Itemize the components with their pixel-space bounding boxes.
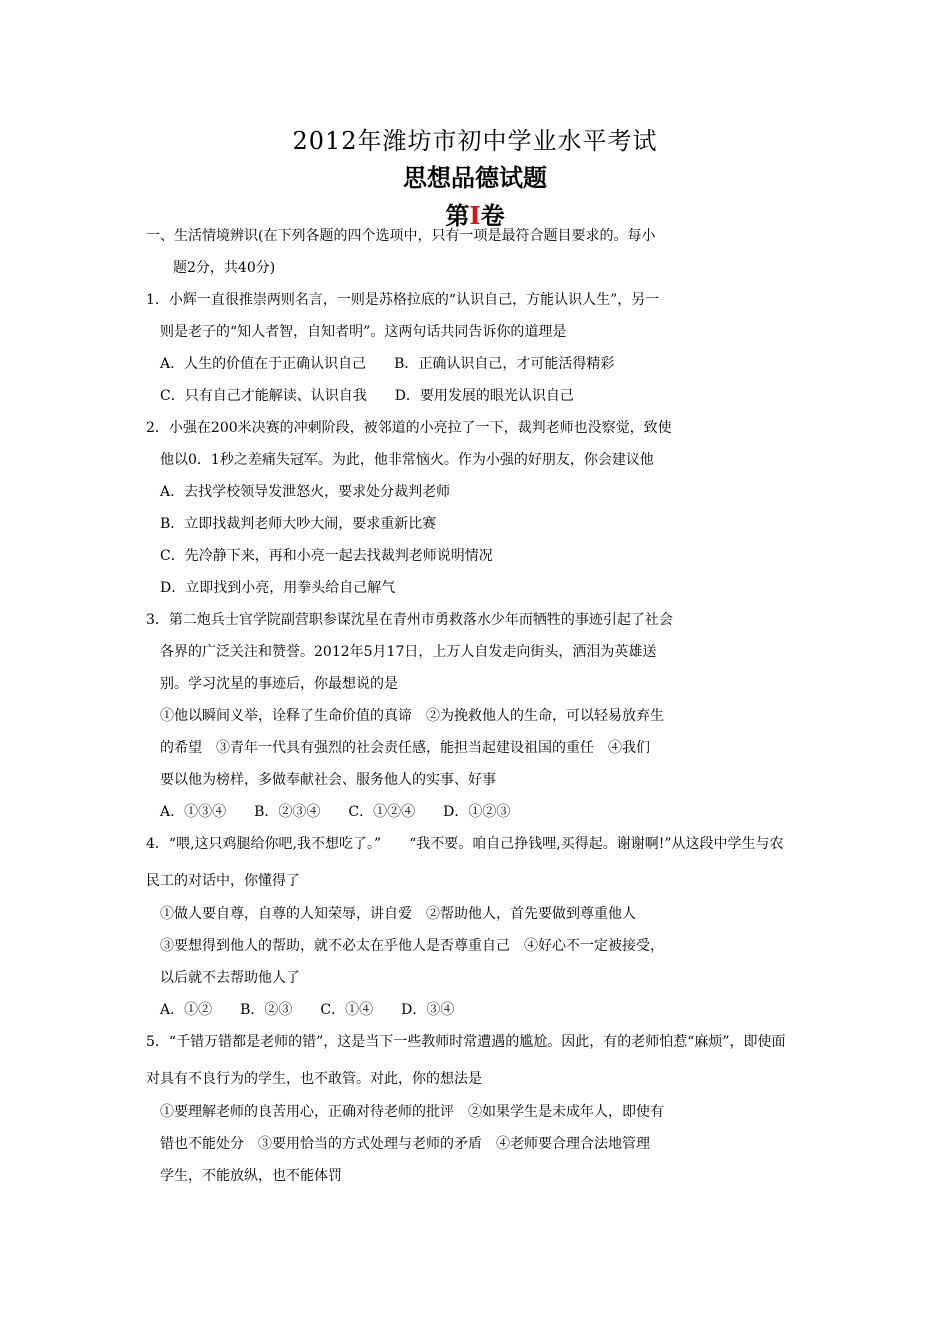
volume-prefix: 第 [445, 202, 470, 230]
question-3-stem-cont: 别。学习沈星的事迹后，你最想说的是 [160, 676, 398, 692]
question-4-statements-cont: ③要想得到他人的帮助，就不必太在乎他人是否尊重自己 ④好心不一定被接受， [160, 938, 664, 954]
question-4-stem: 4．“喂,这只鸡腿给你吧,我不想吃了。” “我不要。咱自己挣钱哩,买得起。谢谢啊!”从这段中学生与农 [146, 836, 784, 852]
question-2-stem-cont: 他以0．1秒之差痛失冠军。为此，他非常恼火。作为小强的好朋友，你会建议他 [160, 452, 654, 468]
question-4-statements: ①做人要自尊，自尊的人知荣辱，讲自爱 ②帮助他人，首先要做到尊重他人 [160, 906, 636, 922]
question-5-statements-cont: 学生，不能放纵，也不能体罚 [160, 1168, 342, 1184]
question-3-stem: 3．第二炮兵士官学院副营职参谋沈星在青州市勇救落水少年而牺牲的事迹引起了社会 [146, 612, 673, 628]
question-2-stem: 2．小强在200米决赛的冲刺阶段，被邻道的小亮拉了一下，裁判老师也没察觉，致使 [146, 420, 672, 436]
section-heading: 一、生活情境辨识(在下列各题的四个选项中，只有一项是最符合题目要求的。每小 [146, 228, 656, 244]
question-4-options: A．①② B．②③ C．①④ D．③④ [160, 1002, 455, 1018]
exam-subject: 思想品德试题 [403, 164, 547, 192]
question-1-stem: 1．小辉一直很推崇两则名言，一则是苏格拉底的“认识自己，方能认识人生”，另一 [146, 292, 660, 308]
question-2-option-c: C．先冷静下来，再和小亮一起去找裁判老师说明情况 [160, 548, 493, 564]
question-2-option-d: D．立即找到小亮，用拳头给自己解气 [160, 580, 396, 596]
question-3-statements: ①他以瞬间义举，诠释了生命价值的真谛 ②为挽救他人的生命，可以轻易放弃生 [160, 708, 664, 724]
question-4-stem-cont: 民工的对话中，你懂得了 [146, 873, 300, 889]
exam-title: 2012年潍坊市初中学业水平考试 [292, 127, 658, 155]
question-1-options-ab: A．人生的价值在于正确认识自己 B．正确认识自己，才可能活得精彩 [160, 356, 615, 372]
question-5-statements-cont: 错也不能处分 ③要用恰当的方式处理与老师的矛盾 ④老师要合理合法地管理 [160, 1136, 650, 1152]
question-4-statements-cont: 以后就不去帮助他人了 [160, 970, 300, 986]
question-2-option-b: B．立即找裁判老师大吵大闹，要求重新比赛 [160, 516, 437, 532]
volume-suffix: 卷 [480, 202, 505, 230]
question-5-statements: ①要理解老师的良苦用心，正确对待老师的批评 ②如果学生是未成年人，即使有 [160, 1104, 664, 1120]
volume-roman-numeral: I [469, 201, 481, 230]
question-3-statements-cont: 要以他为榜样，多做奉献社会、服务他人的实事、好事 [160, 772, 496, 788]
question-3-options: A．①③④ B．②③④ C．①②④ D．①②③ [160, 804, 511, 820]
question-5-stem-cont: 对具有不良行为的学生，也不敢管。对此，你的想法是 [146, 1071, 482, 1087]
question-5-stem: 5．“千错万错都是老师的错”，这是当下一些教师时常遭遇的尴尬。因此，有的老师怕惹“麻烦”，即使面 [146, 1034, 786, 1050]
question-1-stem-cont: 则是老子的“知人者智，自知者明”。这两句话共同告诉你的道理是 [160, 324, 567, 340]
question-1-options-cd: C．只有自己才能解读、认识自我 D．要用发展的眼光认识自己 [160, 388, 574, 404]
question-2-option-a: A．去找学校领导发泄怒火，要求处分裁判老师 [160, 484, 451, 500]
section-heading-cont: 题2分，共40分) [173, 260, 276, 276]
question-3-stem-cont: 各界的广泛关注和赞誉。2012年5月17日，上万人自发走向街头，洒泪为英雄送 [160, 644, 657, 660]
question-3-statements-cont: 的希望 ③青年一代具有强烈的社会责任感，能担当起建设祖国的重任 ④我们 [160, 740, 650, 756]
